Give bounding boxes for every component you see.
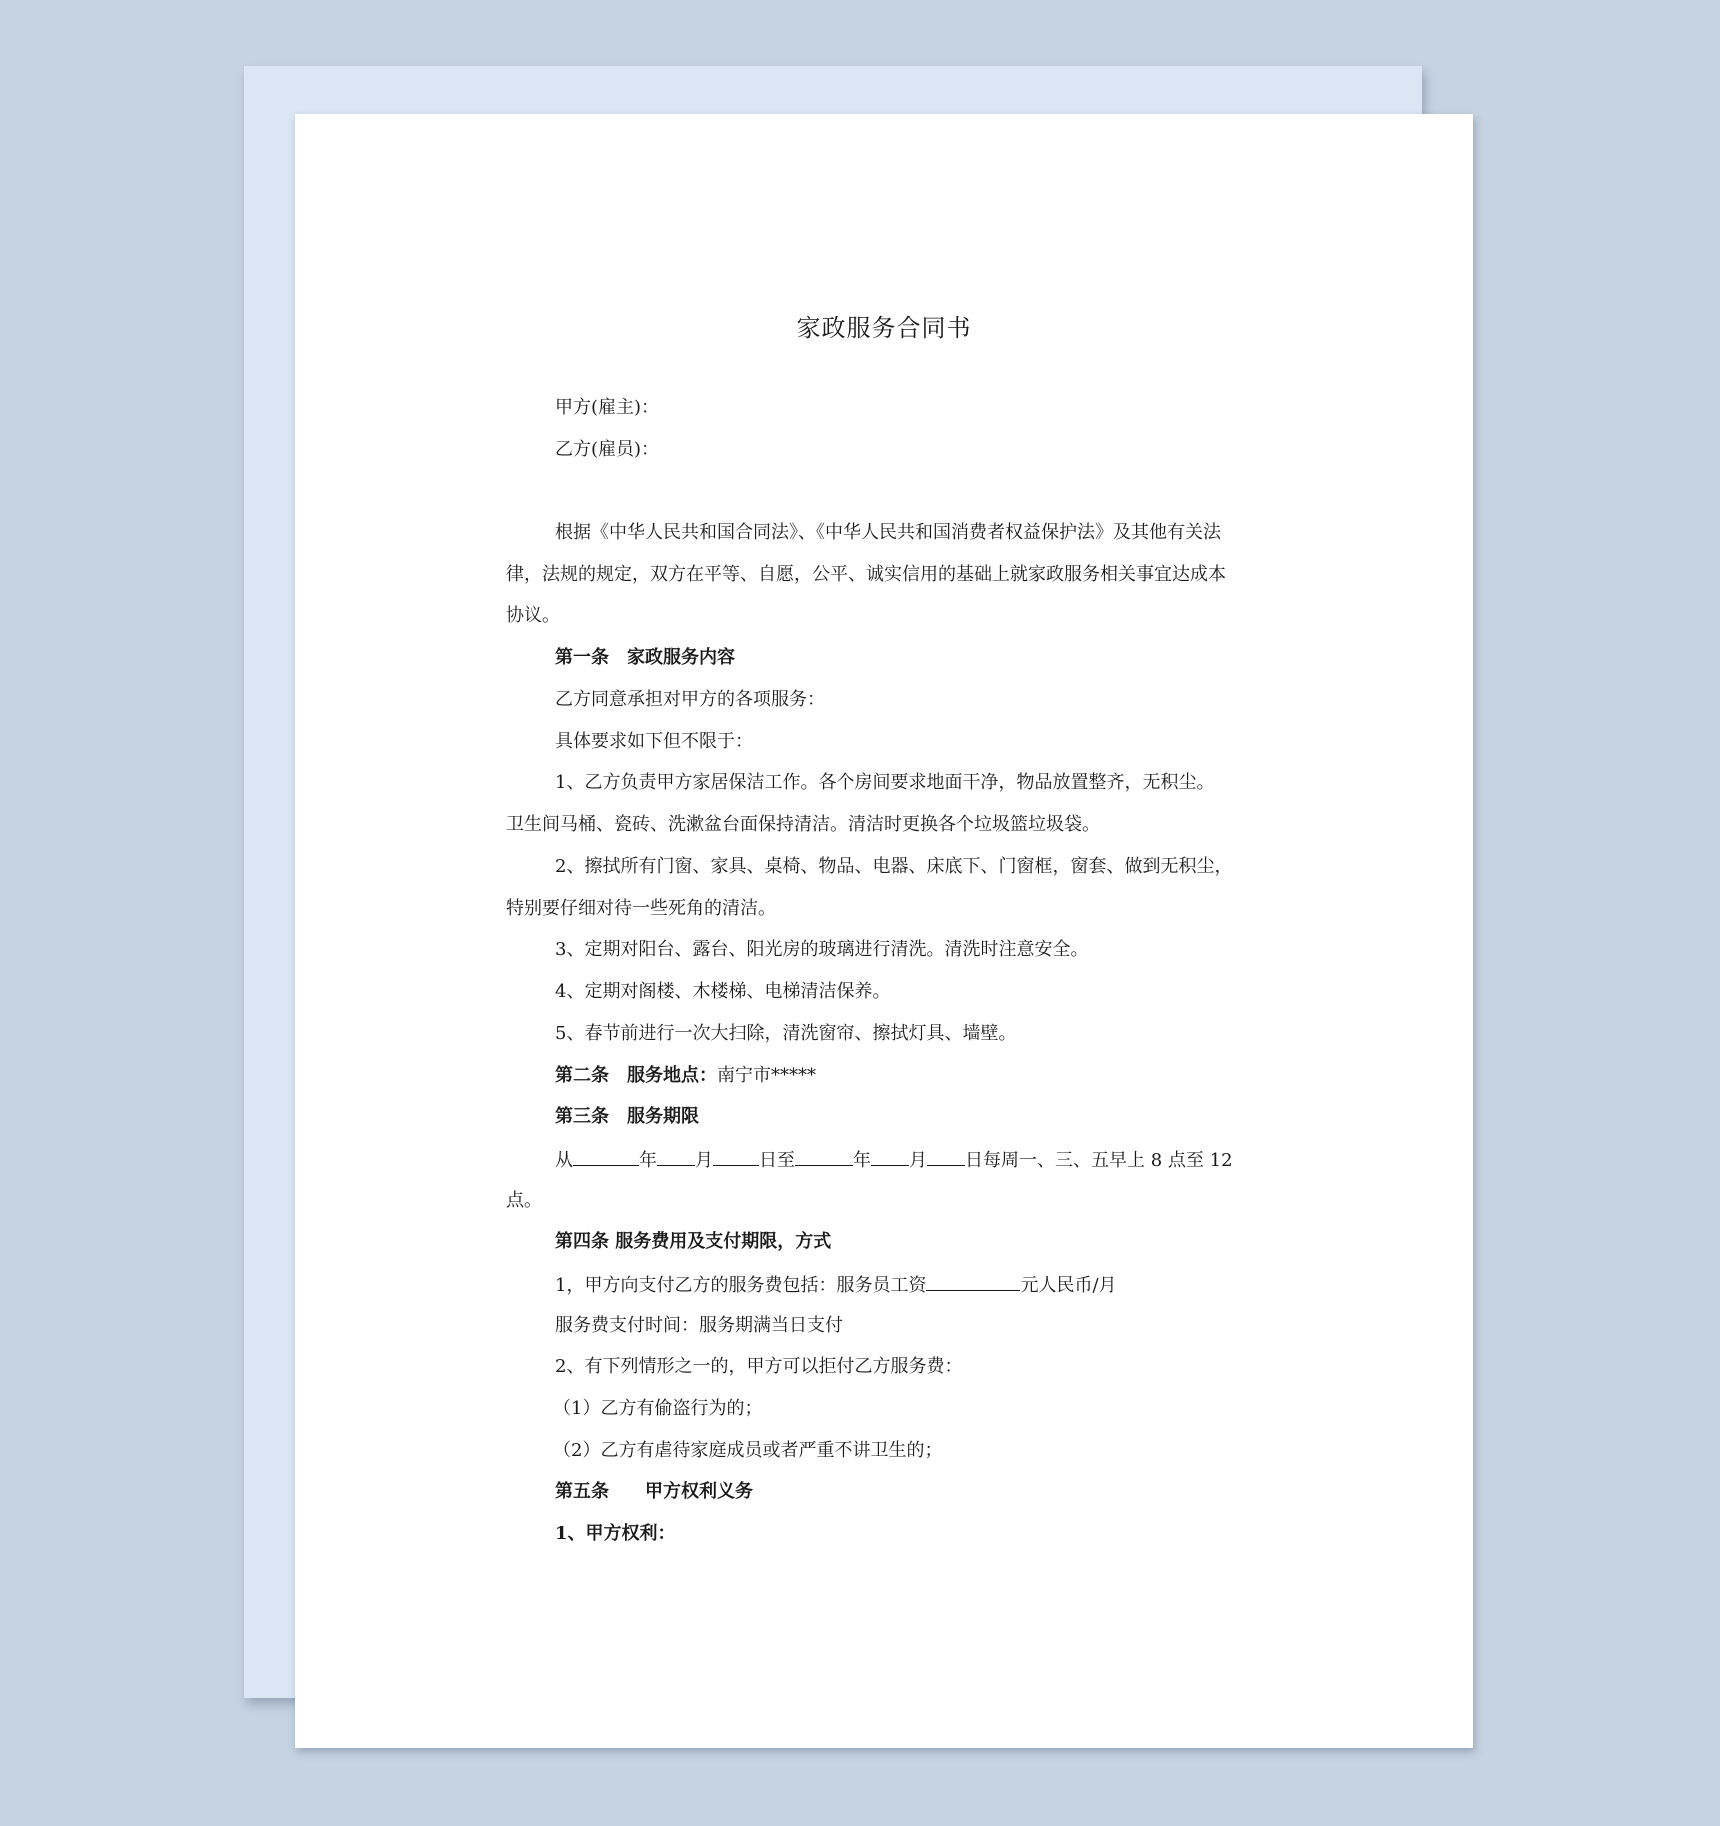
- intro-line-2: 律，法规的规定，双方在平等、自愿，公平、诚实信用的基础上就家政服务相关事宜达成本: [506, 564, 1226, 585]
- article-1-line-1: 乙方同意承担对甲方的各项服务：: [555, 689, 825, 710]
- intro-line-1: 根据《中华人民共和国合同法》、《中华人民共和国消费者权益保护法》及其他有关法: [555, 522, 1221, 543]
- article-1-item-2-line-2: 特别要仔细对待一些死角的清洁。: [506, 898, 776, 919]
- period-month-label-2: 月: [909, 1150, 927, 1171]
- period-day-to-label: 日至: [759, 1150, 795, 1171]
- start-month-blank[interactable]: [657, 1147, 695, 1166]
- fee-suffix-text: 元人民币/月: [1020, 1275, 1117, 1296]
- period-month-label-1: 月: [695, 1150, 713, 1171]
- article-1-item-4: 4、定期对阁楼、木楼梯、电梯清洁保养。: [555, 981, 891, 1002]
- service-fee-row: [555, 1272, 1117, 1298]
- article-1-item-1-line-1: 1、乙方负责甲方家居保洁工作。各个房间要求地面干净，物品放置整齐，无积尘。: [555, 772, 1215, 793]
- end-year-blank[interactable]: [795, 1147, 853, 1166]
- article-1-item-5: 5、春节前进行一次大扫除，清洗窗帘、擦拭灯具、墙壁。: [555, 1023, 1017, 1044]
- article-5-sub-1: 1、甲方权利：: [555, 1523, 676, 1544]
- article-2-row: [555, 1064, 816, 1088]
- payment-time: 服务费支付时间：服务期满当日支付: [555, 1315, 843, 1336]
- article-1-heading: 第一条 家政服务内容: [555, 647, 735, 668]
- article-5-heading: 第五条 甲方权利义务: [555, 1481, 753, 1502]
- article-1-item-1-line-2: 卫生间马桶、瓷砖、洗漱盆台面保持清洁。清洁时更换各个垃圾篮垃圾袋。: [506, 814, 1100, 835]
- end-month-blank[interactable]: [871, 1147, 909, 1166]
- intro-line-3: 协议。: [506, 605, 560, 626]
- party-a-label: 甲方(雇主)：: [555, 397, 660, 418]
- service-location-value: 南宁市*****: [717, 1065, 816, 1086]
- period-year-label-2: 年: [853, 1150, 871, 1171]
- article-3-heading: 第三条 服务期限: [555, 1106, 699, 1127]
- article-1-item-3: 3、定期对阳台、露台、阳光房的玻璃进行清洗。清洗时注意安全。: [555, 939, 1089, 960]
- refusal-case-1: （1）乙方有偷盗行为的；: [553, 1398, 763, 1419]
- service-period-row: [555, 1147, 1233, 1173]
- document-title: 家政服务合同书: [796, 314, 972, 342]
- article-1-line-2: 具体要求如下但不限于：: [555, 731, 753, 752]
- document-page: [295, 114, 1473, 1748]
- period-schedule-text: 日每周一、三、五早上 8 点至 12: [965, 1150, 1233, 1171]
- end-day-blank[interactable]: [927, 1147, 965, 1166]
- article-2-heading: 第二条 服务地点：: [555, 1065, 717, 1086]
- party-b-label: 乙方(雇员)：: [555, 439, 660, 460]
- refusal-clause: 2、有下列情形之一的，甲方可以拒付乙方服务费：: [555, 1356, 963, 1377]
- fee-prefix-text: 1，甲方向支付乙方的服务费包括：服务员工资: [555, 1275, 927, 1296]
- article-1-item-2-line-1: 2、擦拭所有门窗、家具、桌椅、物品、电器、床底下、门窗框，窗套、做到无积尘，: [555, 856, 1233, 877]
- start-year-blank[interactable]: [573, 1147, 639, 1166]
- period-from-label: 从: [555, 1150, 573, 1171]
- service-period-continued: 点。: [506, 1190, 542, 1211]
- start-day-blank[interactable]: [713, 1147, 759, 1166]
- salary-blank[interactable]: [926, 1272, 1020, 1291]
- refusal-case-2: （2）乙方有虐待家庭成员或者严重不讲卫生的；: [553, 1440, 943, 1461]
- article-4-heading: 第四条 服务费用及支付期限，方式: [555, 1231, 832, 1252]
- period-year-label-1: 年: [639, 1150, 657, 1171]
